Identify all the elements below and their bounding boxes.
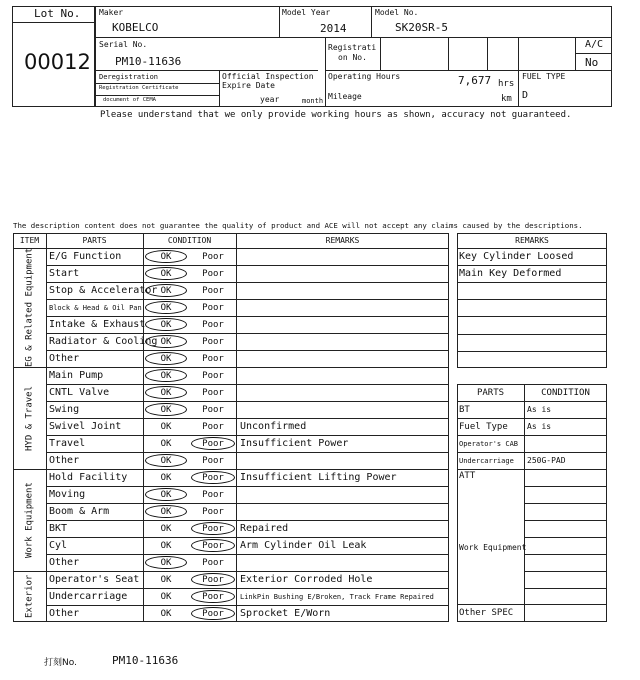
divider (518, 37, 519, 70)
km-unit: km (501, 94, 512, 104)
condition-poor: Poor (202, 455, 224, 466)
fuel-type-value: D (522, 90, 529, 101)
year-label: year (260, 95, 280, 104)
divider (518, 70, 519, 107)
group-label: EG & Related Equipment (24, 247, 35, 368)
part-name: Block & Head & Oil Pan (49, 303, 142, 312)
condition-ok: OK (160, 455, 172, 466)
condition-ok: OK (160, 540, 172, 551)
condition-ok: OK (160, 421, 172, 432)
deregistration-label: Deregistration (99, 73, 159, 81)
poor-circle-mark (191, 590, 235, 603)
remark (240, 554, 447, 571)
remark: Insufficient Power (240, 438, 349, 449)
remark: LinkPin Bushing E/Broken, Track Frame Repaired (240, 592, 434, 601)
remark: Insufficient Lifting Power (240, 472, 397, 483)
condition-ok: OK (160, 319, 172, 330)
divider (524, 588, 607, 589)
spec-part: Fuel Type (459, 421, 508, 432)
footer-value: PM10-11636 (112, 654, 179, 667)
part-name: E/G Function (49, 251, 122, 262)
other-spec-label: Other SPEC (459, 608, 514, 618)
divider (448, 37, 449, 70)
part-name: Other (49, 455, 80, 466)
remark (240, 503, 447, 520)
part-name: Intake & Exhaust (49, 319, 146, 330)
spec-part: Undercarriage (459, 456, 514, 465)
part-name: CNTL Valve (49, 387, 110, 398)
lot-no-label: Lot No. (34, 7, 81, 20)
part-name: Operator's Seat (49, 574, 140, 585)
remark (240, 282, 447, 299)
condition-ok: OK (160, 353, 172, 364)
remark (240, 333, 447, 350)
part-name: Stop & Accelerator (49, 285, 158, 296)
divider (371, 6, 372, 37)
remark: Repaired (240, 523, 289, 534)
part-name: Other (49, 353, 80, 364)
divider (524, 520, 607, 521)
condition-ok: OK (160, 591, 172, 602)
ok-circle-mark (145, 369, 187, 382)
part-name: Start (49, 268, 80, 279)
divider (524, 537, 607, 538)
fuel-type-label: FUEL TYPE (522, 72, 566, 81)
divider (524, 486, 607, 487)
spec-condition (527, 435, 605, 452)
group-label: Work Equipment (24, 482, 35, 558)
part-name: Other (49, 557, 80, 568)
remark-line: Key Cylinder Loosed (459, 251, 574, 263)
model-year-value: 2014 (320, 22, 347, 35)
condition-poor: Poor (202, 591, 224, 602)
condition-poor: Poor (202, 574, 224, 585)
remark-line (459, 334, 605, 351)
condition-ok: OK (160, 387, 172, 398)
condition-ok: OK (160, 506, 172, 517)
condition-poor: Poor (202, 608, 224, 619)
condition-poor: Poor (202, 472, 224, 483)
condition-ok: OK (160, 285, 172, 296)
poor-circle-mark (191, 539, 235, 552)
att-label: ATT (459, 471, 476, 481)
ok-circle-mark (145, 505, 187, 518)
ok-circle-mark (145, 335, 187, 348)
part-name: Moving (49, 489, 86, 500)
condition-poor: Poor (202, 268, 224, 279)
model-no-value: SK20SR-5 (395, 21, 448, 34)
divider (95, 95, 219, 96)
condition-poor: Poor (202, 438, 224, 449)
condition-ok: OK (160, 523, 172, 534)
condition-poor: Poor (202, 336, 224, 347)
condition-ok: OK (160, 336, 172, 347)
poor-circle-mark (191, 437, 235, 450)
condition-poor: Poor (202, 404, 224, 415)
ok-circle-mark (145, 488, 187, 501)
condition-ok: OK (160, 472, 172, 483)
model-year-label: Model Year (282, 8, 331, 17)
header-condition: CONDITION (167, 236, 212, 245)
divider (524, 503, 607, 504)
remark (240, 299, 447, 316)
remark-line: Main Key Deformed (459, 268, 562, 280)
registration-no-label: Registrati (328, 43, 377, 52)
part-name: Cyl (49, 540, 68, 551)
divider (95, 37, 612, 38)
condition-ok: OK (160, 489, 172, 500)
divider (487, 37, 488, 70)
divider (457, 469, 607, 470)
remark-line (459, 282, 605, 299)
poor-circle-mark (191, 607, 235, 620)
ok-circle-mark (145, 556, 187, 569)
condition-poor: Poor (202, 540, 224, 551)
remark-line (459, 316, 605, 333)
header-remarks: REMARKS (325, 236, 360, 245)
condition-poor: Poor (202, 421, 224, 432)
month-label: month (302, 97, 324, 105)
serial-no-value: PM10-11636 (115, 55, 182, 68)
divider (279, 6, 280, 37)
remark: Exterior Corroded Hole (240, 574, 373, 585)
ok-circle-mark (145, 250, 187, 263)
condition-poor: Poor (202, 489, 224, 500)
serial-no-label: Serial No. (99, 40, 148, 49)
ok-circle-mark (145, 386, 187, 399)
part-name: Swivel Joint (49, 421, 122, 432)
header-parts: PARTS (82, 236, 107, 245)
maker-label: Maker (99, 8, 124, 17)
divider (219, 70, 220, 107)
cema-label: document of CEMA (103, 97, 156, 103)
condition-poor: Poor (202, 353, 224, 364)
condition-poor: Poor (202, 523, 224, 534)
condition-poor: Poor (202, 557, 224, 568)
lot-no-value: 00012 (24, 50, 91, 74)
condition-poor: Poor (202, 251, 224, 262)
spec-condition: 250G-PAD (527, 456, 566, 465)
condition-poor: Poor (202, 370, 224, 381)
inspection-label-2: Expire Date (222, 81, 275, 90)
remark: Arm Cylinder Oil Leak (240, 540, 367, 551)
hours-notice: Please understand that we only provide working hours as shown, accuracy not guaranteed. (100, 110, 572, 120)
hrs-unit: hrs (498, 79, 515, 89)
model-no-label: Model No. (375, 8, 419, 17)
divider (575, 53, 612, 54)
condition-poor: Poor (202, 506, 224, 517)
registration-certificate-label: Registration Certificate (99, 85, 179, 91)
remark (240, 384, 447, 401)
maker-value: KOBELCO (112, 21, 159, 34)
remark (240, 316, 447, 333)
remark (240, 350, 447, 367)
ac-value: No (585, 56, 599, 69)
condition-header: CONDITION (541, 387, 590, 398)
condition-ok: OK (160, 268, 172, 279)
divider (325, 37, 326, 107)
operating-hours-value: 7,677 (458, 74, 492, 87)
divider (524, 554, 607, 555)
poor-circle-mark (191, 471, 235, 484)
divider (95, 83, 219, 84)
mileage-label: Mileage (328, 92, 362, 101)
part-name: BKT (49, 523, 68, 534)
spec-part: BT (459, 404, 470, 415)
spec-condition: As is (527, 422, 552, 431)
header-item: ITEM (19, 236, 40, 245)
ok-circle-mark (145, 403, 187, 416)
part-name: Undercarriage (49, 591, 128, 602)
ok-circle-mark (145, 301, 187, 314)
condition-ok: OK (160, 302, 172, 313)
condition-ok: OK (160, 251, 172, 262)
ok-circle-mark (145, 352, 187, 365)
work-equipment-label: Work Equipment (459, 543, 527, 552)
remark-line (459, 351, 605, 368)
spec-part: Operator's CAB (459, 439, 519, 448)
condition-poor: Poor (202, 387, 224, 398)
condition-ok: OK (160, 404, 172, 415)
ok-circle-mark (145, 318, 187, 331)
remark: Unconfirmed (240, 421, 307, 432)
divider (95, 70, 318, 71)
footer-label: 打刻No. (44, 658, 77, 668)
divider (12, 22, 95, 23)
part-name: Hold Facility (49, 472, 128, 483)
condition-poor: Poor (202, 285, 224, 296)
part-name: Other (49, 608, 80, 619)
ok-circle-mark (145, 267, 187, 280)
disclaimer: The description content does not guarantee the quality of product and ACE will not accept any claims caused by the descriptions. (13, 221, 583, 230)
part-name: Boom & Arm (49, 506, 110, 517)
remark (240, 265, 447, 282)
poor-circle-mark (191, 573, 235, 586)
divider (524, 571, 607, 572)
remarks-header: REMARKS (515, 236, 549, 245)
ok-circle-mark (145, 454, 187, 467)
condition-ok: OK (160, 608, 172, 619)
remark (240, 401, 447, 418)
group-label: HYD & Travel (24, 385, 35, 451)
group-label: Exterior (24, 574, 35, 619)
ok-circle-mark (145, 284, 187, 297)
remark (240, 248, 447, 265)
operating-hours-label: Operating Hours (328, 72, 401, 81)
condition-poor: Poor (202, 319, 224, 330)
divider (380, 37, 381, 70)
remark: Sprocket E/Worn (240, 608, 331, 619)
part-name: Radiator & Cooling (49, 336, 158, 347)
part-name: Travel (49, 438, 86, 449)
ac-label: A/C (585, 39, 604, 50)
condition-poor: Poor (202, 302, 224, 313)
parts-header: PARTS (476, 387, 505, 398)
condition-ok: OK (160, 557, 172, 568)
part-name: Main Pump (49, 370, 104, 381)
remark (240, 367, 447, 384)
poor-circle-mark (191, 522, 235, 535)
condition-ok: OK (160, 370, 172, 381)
remark-line (459, 299, 605, 316)
divider (325, 70, 612, 71)
remark (240, 452, 447, 469)
part-name: Swing (49, 404, 80, 415)
condition-ok: OK (160, 574, 172, 585)
remark (240, 486, 447, 503)
registration-no-label-2: on No. (338, 53, 367, 62)
condition-ok: OK (160, 438, 172, 449)
inspection-label: Official Inspection (222, 72, 314, 81)
spec-condition: As is (527, 405, 552, 414)
